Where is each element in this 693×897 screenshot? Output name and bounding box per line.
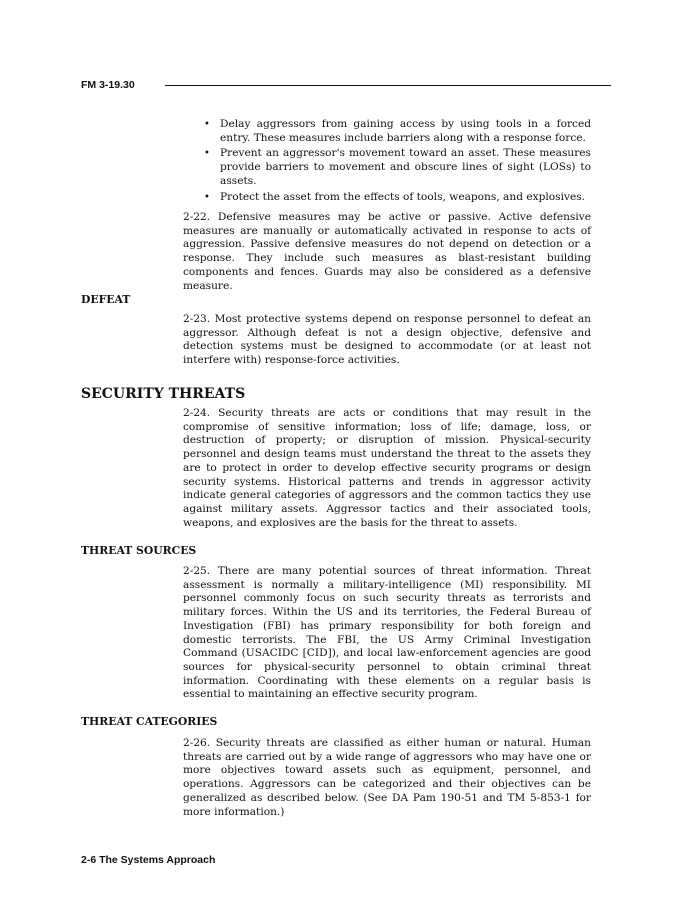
paragraph-2-25: 2-25. There are many potential sources of threat information. Threat assessment is normally a military-intelligence (MI) responsibility. MI personnel commonly focus on such security threats as terrorists and military forces. Within the US and its territories, the Federal Bureau of Investigation (FBI) has primary responsibility for both foreign and domestic terrorists. The FBI, the US Army Criminal Investigation Command (USACIDC [CID]), and local law-enforcement agencies are good sources for physical-security personnel to obtain criminal threat information. Coordinating with these elements on a regular basis is essential to maintaining an effective security program. xyxy=(183,565,591,701)
manual-code: FM 3-19.30 xyxy=(81,79,135,91)
paragraph-2-22: 2-22. Defensive measures may be active or passive. Active defensive measures are manually or automatically activated in response to acts of aggression. Passive defensive measures do not depend on detection or a response. They include such measures as blast-resistant building components and fences. Guards may also be considered as a defensive measure. xyxy=(183,211,591,292)
bullet-list xyxy=(183,118,591,206)
bullet-text: Delay aggressors from gaining access by using tools in a forced entry. These measures include barriers along with a response force. xyxy=(220,118,591,144)
bullet-icon: • xyxy=(204,119,210,130)
bullet-text: Protect the asset from the effects of tools, weapons, and explosives. xyxy=(220,190,586,203)
paragraph-2-24: 2-24. Security threats are acts or conditions that may result in the compromise of sensitive information; loss of life; damage, loss, or destruction of property; or disruption of mission. Physical-security personnel and design teams must understand the threat to the assets they are to protect in order to develop effective security programs or design security systems. Historical patterns and trends in aggressor activity indicate general categories of aggressors and the common tactics they use against military assets. Aggressor tactics and their associated tools, weapons, and explosives are the basis for the threat to assets. xyxy=(183,407,591,529)
list-item xyxy=(183,191,591,205)
bullet-icon: • xyxy=(204,191,210,203)
paragraph-2-23: 2-23. Most protective systems depend on response personnel to defeat an aggressor. Although defeat is not a design objective, defensive and detection systems must be designed to accommodate (or at least not interfere with) response-force activities. xyxy=(183,313,591,367)
bullet-icon: • xyxy=(204,148,210,160)
heading-defeat: DEFEAT xyxy=(81,293,131,306)
bullet-text: Prevent an aggressor's movement toward an asset. These measures provide barriers to movement and obscure lines of sight (LOSs) to assets. xyxy=(220,147,591,187)
list-item xyxy=(183,147,591,188)
header-rule xyxy=(165,85,611,86)
heading-threat-categories: THREAT CATEGORIES xyxy=(81,715,218,728)
page-footer: 2-6 The Systems Approach xyxy=(81,854,216,866)
heading-security-threats: SECURITY THREATS xyxy=(81,386,246,402)
paragraph-2-26: 2-26. Security threats are classified as either human or natural. Human threats are carried out by a wide range of aggressors who may have one or more objectives toward assets such as equipment, personnel, and operations. Aggressors can be categorized and their objectives can be generalized as described below. (See DA Pam 190-51 and TM 5-853-1 for more information.) xyxy=(183,737,591,818)
page-header xyxy=(81,78,611,94)
list-item xyxy=(183,118,591,145)
heading-threat-sources: THREAT SOURCES xyxy=(81,544,197,557)
